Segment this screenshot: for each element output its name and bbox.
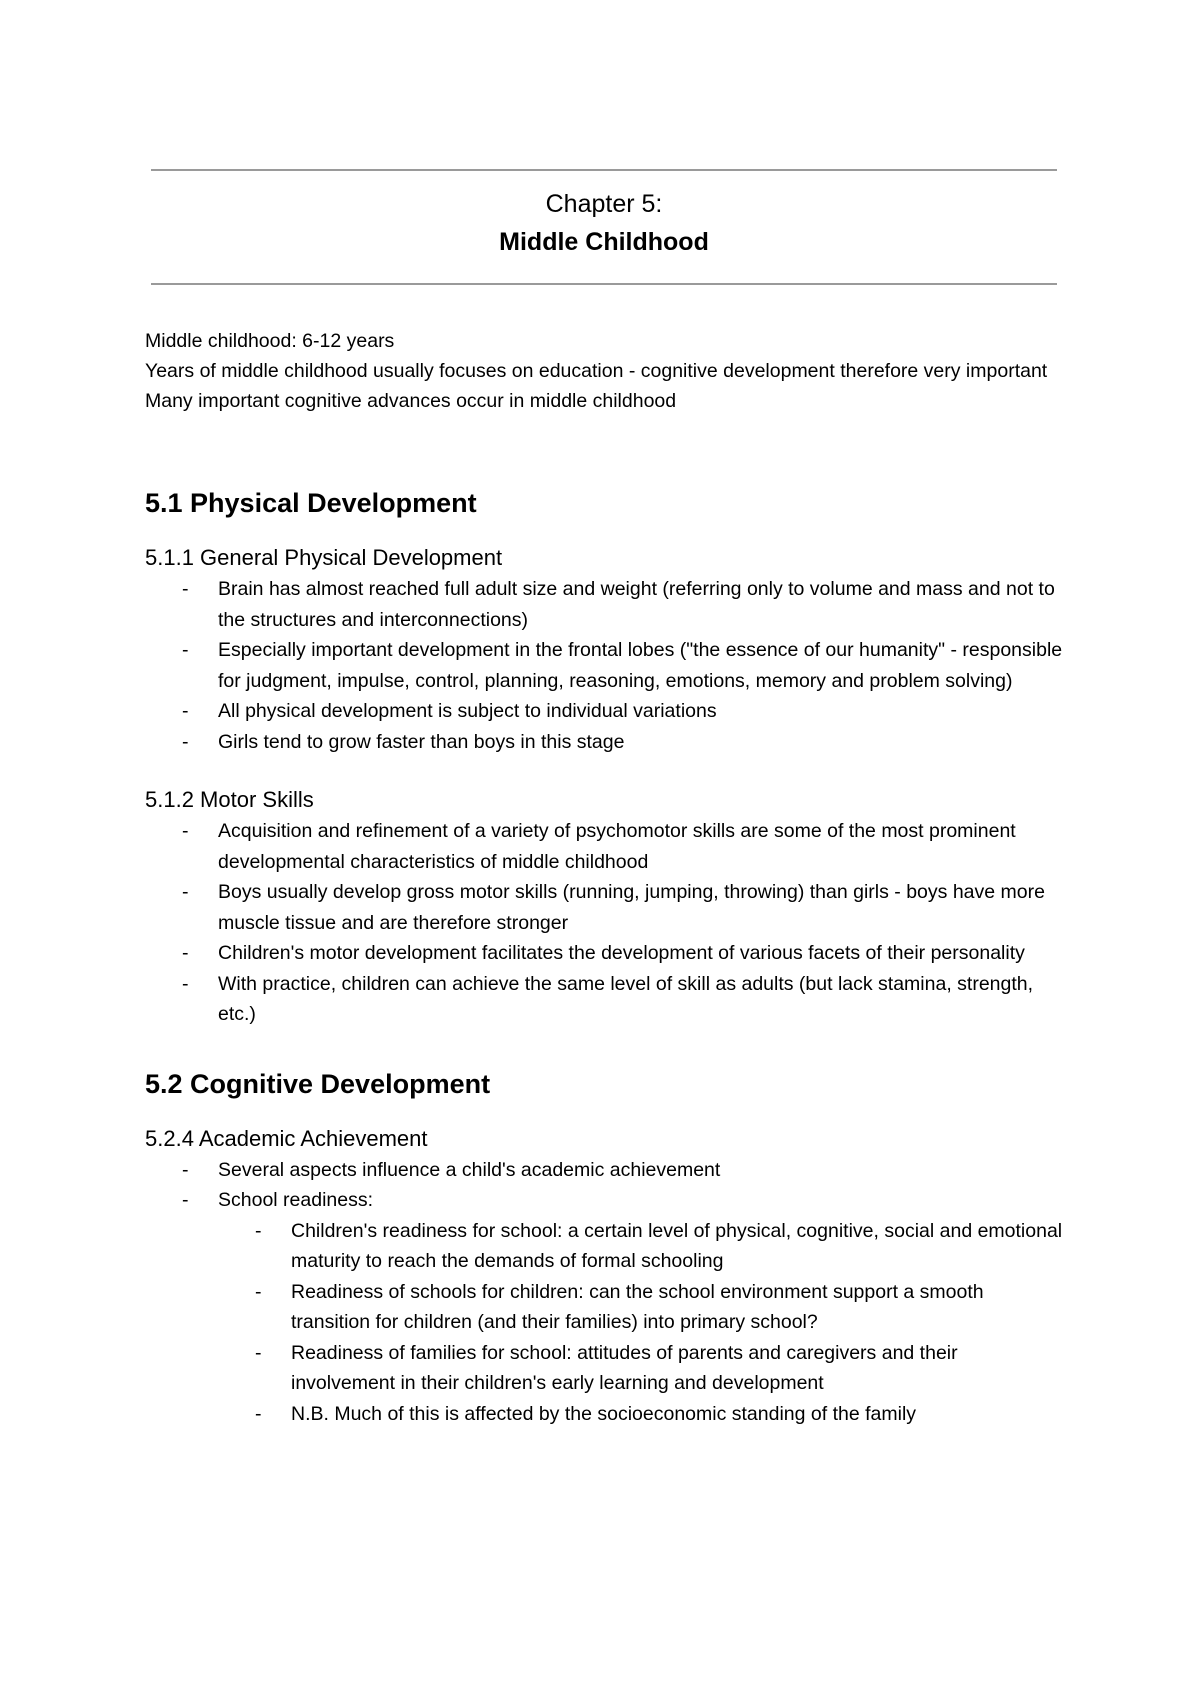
- list-item: [182, 1155, 1065, 1186]
- list-item: [182, 1185, 1065, 1429]
- list-item-text: All physical development is subject to individual variations: [218, 700, 717, 722]
- list-item: [182, 635, 1065, 696]
- list-item-text: Readiness of families for school: attitudes of parents and caregivers and their involvement in their children's early learning and development: [291, 1341, 958, 1394]
- list-item: [182, 969, 1065, 1030]
- intro-line: Middle childhood: 6-12 years: [145, 330, 395, 352]
- section-heading-physical-development: 5.1 Physical Development: [145, 488, 477, 518]
- chapter-number: Chapter 5:: [545, 190, 663, 218]
- dash-bullet: -: [182, 639, 189, 661]
- dash-bullet: -: [255, 1219, 262, 1242]
- intro-line: Many important cognitive advances occur in middle childhood: [145, 390, 677, 412]
- document-body: [145, 326, 1065, 1429]
- dash-bullet: -: [255, 1402, 262, 1425]
- list-item-text: School readiness:: [218, 1189, 374, 1211]
- list-item: [182, 574, 1065, 635]
- dash-bullet: -: [255, 1280, 262, 1303]
- list-item-text: With practice, children can achieve the same level of skill as adults (but lack stamina, strength, etc.): [218, 972, 1034, 1025]
- list-item-text: N.B. Much of this is affected by the socioeconomic standing of the family: [291, 1402, 917, 1425]
- list-item: [182, 727, 1065, 758]
- dash-bullet: -: [182, 820, 189, 842]
- list-item: [182, 696, 1065, 727]
- list-item-text: Acquisition and refinement of a variety of psychomotor skills are some of the most prominent developmental characteristics of middle childhood: [218, 820, 1016, 873]
- list-item: [182, 877, 1065, 938]
- dash-bullet: -: [255, 1341, 262, 1364]
- dash-bullet: -: [182, 972, 189, 995]
- general-physical-list: [145, 574, 1065, 757]
- list-item: [182, 938, 1065, 969]
- list-item-text: Girls tend to grow faster than boys in this stage: [218, 730, 625, 753]
- section-heading-cognitive-development: 5.2 Cognitive Development: [145, 1068, 491, 1099]
- dash-bullet: -: [182, 578, 189, 600]
- top-divider: [151, 169, 1057, 171]
- motor-skills-list: [145, 816, 1065, 1030]
- subsection-heading-academic-achievement: 5.2.4 Academic Achievement: [145, 1125, 428, 1151]
- list-item-text: Boys usually develop gross motor skills (running, jumping, throwing) than girls - boys have more muscle tissue and are therefore stronger: [218, 881, 1045, 934]
- subsection-heading-general-physical: 5.1.1 General Physical Development: [145, 545, 503, 570]
- dash-bullet: -: [182, 700, 189, 722]
- bottom-divider: [151, 283, 1057, 285]
- sub-list-item: [255, 1216, 1065, 1277]
- chapter-title: Middle Childhood: [499, 228, 709, 256]
- school-readiness-sublist: [218, 1216, 1065, 1430]
- dash-bullet: -: [182, 730, 189, 753]
- sub-list-item: [255, 1338, 1065, 1399]
- sub-list-item: [255, 1399, 1065, 1430]
- list-item-text: Readiness of schools for children: can the school environment support a smooth transition for children (and their families) into primary school?: [291, 1280, 984, 1333]
- subsection-heading-motor-skills: 5.1.2 Motor Skills: [145, 787, 314, 812]
- dash-bullet: -: [182, 942, 189, 964]
- list-item-text: Children's motor development facilitates the development of various facets of their personality: [218, 942, 1025, 964]
- dash-bullet: -: [182, 1158, 189, 1181]
- intro-paragraphs: [145, 326, 1065, 416]
- list-item-text: Brain has almost reached full adult size and weight (referring only to volume and mass and not to the structures and interconnections): [218, 578, 1055, 631]
- list-item-text: Especially important development in the frontal lobes ("the essence of our humanity" - responsible for judgment, impulse, control, planning, reasoning, emotions, memory and problem solving): [218, 639, 1063, 692]
- sub-list-item: [255, 1277, 1065, 1338]
- intro-line: Years of middle childhood usually focuses on education - cognitive development therefore very important: [145, 360, 1048, 382]
- dash-bullet: -: [182, 1189, 189, 1211]
- list-item-text: Children's readiness for school: a certain level of physical, cognitive, social and emotional maturity to reach the demands of formal schooling: [291, 1219, 1063, 1272]
- list-item: [182, 816, 1065, 877]
- list-item-text: Several aspects influence a child's academic achievement: [218, 1158, 721, 1181]
- dash-bullet: -: [182, 881, 189, 903]
- academic-achievement-list: [145, 1155, 1065, 1430]
